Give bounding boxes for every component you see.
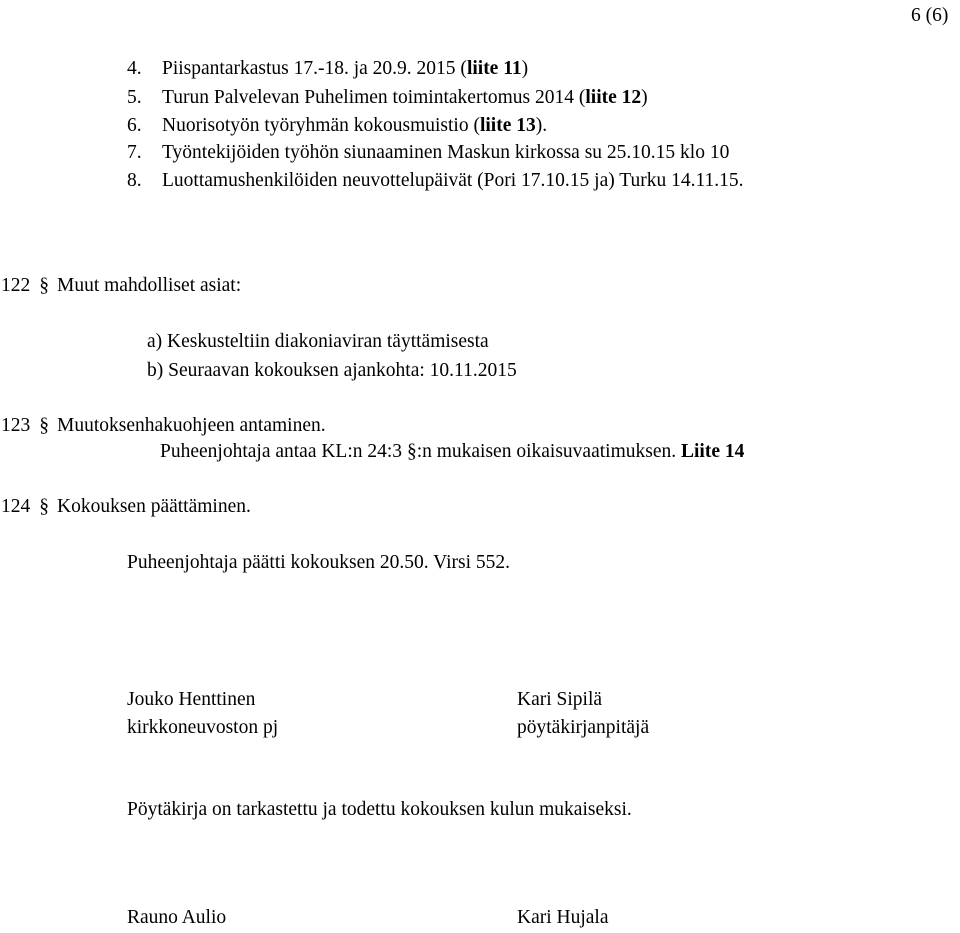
list-number: 6. [127,115,142,136]
list-text: Nuorisotyön työryhmän kokousmuistio ( [162,115,480,136]
appeal-text-start: Puheenjohtaja antaa KL:n 24:3 [160,441,407,462]
checker-right-name: Kari Hujala [517,907,609,928]
signer-right-role: pöytäkirjanpitäjä [517,717,650,738]
signer-left-name: Jouko Henttinen [127,689,256,710]
section-number: 124 [1,496,31,517]
page-number: 6 (6) [911,5,949,26]
list-text: Turun Palvelevan Puhelimen toimintakertomus 2014 ( [162,87,586,108]
list-text: Piispantarkastus 17.-18. ja 20.9. 2015 ( [162,58,467,79]
section-124-heading [1,497,251,517]
list-number: 8. [127,170,142,191]
section-number: 123 [1,415,31,436]
section-title: Muut mahdolliset asiat: [57,275,242,296]
signer-left-role: kirkkoneuvoston pj [127,717,279,738]
section-sign-icon: § [39,496,49,517]
checked-statement: Pöytäkirja on tarkastettu ja todettu kokouksen kulun mukaiseksi. [127,799,632,820]
attachment-ref: liite 13 [479,115,536,136]
section-sign-icon: § [39,275,49,296]
attachment-ref: liite 11 [466,58,522,79]
section-sign-icon: § [406,441,417,462]
section-sign-icon: § [39,415,49,436]
section-122-item-a: a) Keskusteltiin diakoniaviran täyttämisesta [147,331,489,352]
appeal-text-end: :n mukaisen oikaisuvaatimuksen. [416,441,681,462]
list-number: 7. [127,142,142,163]
list-item-8 [127,171,744,191]
list-number: 4. [127,58,142,79]
section-title: Muutoksenhakuohjeen antaminen. [57,415,326,436]
list-item-4 [127,59,528,79]
list-item-5 [127,88,648,108]
section-123-text [160,442,744,462]
attachment-ref: Liite 14 [680,441,745,462]
section-124-note: Puheenjohtaja päätti kokouksen 20.50. Virsi 552. [127,552,511,573]
attachment-ref: liite 12 [585,87,642,108]
list-tail: ) [521,58,529,79]
list-number: 5. [127,87,142,108]
list-tail: ) [641,87,648,108]
list-text: Luottamushenkilöiden neuvottelupäivät (Pori 17.10.15 ja) Turku 14.11.15. [162,170,744,191]
section-122-item-b: b) Seuraavan kokouksen ajankohta: 10.11.2015 [147,360,517,381]
section-title: Kokouksen päättäminen. [57,496,251,517]
checker-left-name: Rauno Aulio [127,907,227,928]
signer-right-name: Kari Sipilä [517,689,603,710]
list-text: Työntekijöiden työhön siunaaminen Maskun kirkossa su 25.10.15 klo 10 [162,142,730,163]
list-tail: ). [535,115,548,136]
list-item-7 [127,143,729,163]
section-122-heading [1,276,241,296]
section-123-heading [1,416,326,436]
list-item-6 [127,116,547,136]
section-number: 122 [1,275,31,296]
